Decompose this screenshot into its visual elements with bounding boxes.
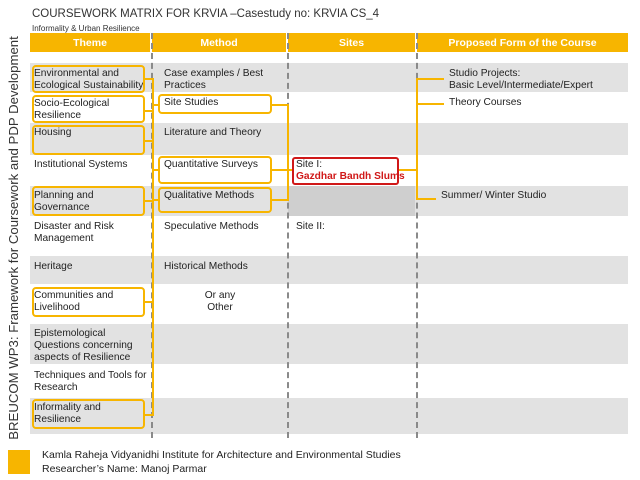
method-label: Or any xyxy=(204,290,236,301)
theme-highlight-box xyxy=(32,95,145,123)
method-site-studies: Site Studies xyxy=(164,97,219,108)
theme-label: Informality and xyxy=(34,402,101,413)
method-historical: Historical Methods xyxy=(164,261,248,272)
footer-accent-square xyxy=(8,450,30,474)
theme-label: aspects of Resilience xyxy=(34,352,131,363)
site-two-label: Site II: xyxy=(296,221,325,232)
theme-highlight-box xyxy=(32,399,145,429)
theme-label: Epistemological xyxy=(34,328,106,339)
theme-highlight-box xyxy=(32,65,145,93)
theme-highlight-box xyxy=(32,287,145,317)
site-band-dark xyxy=(288,186,415,216)
theme-institutional: Institutional Systems xyxy=(34,159,128,170)
theme-label: Resilience xyxy=(34,110,81,121)
method-label: Other xyxy=(207,302,233,313)
theme-label: Planning and xyxy=(34,190,94,201)
theme-bracket-line xyxy=(152,78,154,416)
connector-line xyxy=(416,198,436,200)
theme-label: Research xyxy=(34,382,78,393)
theme-techniques xyxy=(34,370,147,394)
page-subtitle: Informality & Urban Resilience xyxy=(32,24,140,33)
course-bracket-line xyxy=(416,78,418,200)
theme-label: Questions concerning xyxy=(34,340,133,351)
theme-label: Livelihood xyxy=(34,302,80,313)
method-label: Case examples / Best xyxy=(164,68,264,79)
theme-label: Management xyxy=(34,233,94,244)
method-quantitative: Quantitative Surveys xyxy=(164,159,258,170)
theme-label: Resilience xyxy=(34,414,81,425)
connector-line xyxy=(416,78,444,80)
method-label: Practices xyxy=(164,80,206,91)
theme-highlight-box xyxy=(32,186,145,216)
method-other xyxy=(190,290,250,314)
theme-label: Techniques and Tools for xyxy=(34,370,147,381)
page-title: COURSEWORK MATRIX FOR KRVIA –Casestudy no: KRVIA CS_4 xyxy=(32,8,380,20)
column-header-sites: Sites xyxy=(288,33,415,52)
site-one-name: Gazdhar Bandh Slums xyxy=(296,171,405,182)
site-highlight-box xyxy=(292,157,399,185)
footer-researcher: Researcher’s Name: Manoj Parmar xyxy=(42,463,207,475)
method-speculative: Speculative Methods xyxy=(164,221,259,232)
theme-label: Ecological Sustainability xyxy=(34,80,144,91)
site-one-label: Site I: xyxy=(296,159,323,170)
course-summer-winter: Summer/ Winter Studio xyxy=(441,190,547,201)
column-header-course: Proposed Form of the Course xyxy=(417,33,628,52)
method-highlight-box xyxy=(158,94,272,114)
connector-line xyxy=(152,104,158,106)
course-label: Studio Projects: xyxy=(449,68,521,79)
connector-line xyxy=(416,103,444,105)
theme-label: Governance xyxy=(34,202,90,213)
theme-epistemological xyxy=(34,328,133,364)
connector-line xyxy=(152,199,158,201)
theme-highlight-box xyxy=(32,125,145,155)
column-header-theme: Theme xyxy=(30,33,150,52)
course-theory: Theory Courses xyxy=(449,97,522,108)
theme-label: Socio-Ecological xyxy=(34,98,110,109)
side-title xyxy=(2,20,24,456)
connector-line xyxy=(152,169,158,171)
course-studio-projects xyxy=(449,68,593,92)
method-bracket-line xyxy=(287,104,289,201)
connector-line xyxy=(272,199,288,201)
theme-disaster xyxy=(34,221,114,245)
connector-line xyxy=(272,104,288,106)
theme-heritage: Heritage xyxy=(34,261,73,272)
method-qualitative: Qualitative Methods xyxy=(164,190,255,201)
footer-institute: Kamla Raheja Vidyanidhi Institute for Architecture and Environmental Studies xyxy=(42,449,401,461)
method-highlight-box xyxy=(158,187,272,213)
theme-label: Environmental and xyxy=(34,68,119,79)
theme-label: Disaster and Risk xyxy=(34,221,114,232)
column-header-method: Method xyxy=(152,33,286,52)
theme-housing: Housing xyxy=(34,127,72,138)
method-highlight-box xyxy=(158,156,272,184)
method-case-examples xyxy=(164,68,263,92)
method-literature: Literature and Theory xyxy=(164,127,262,138)
connector-line xyxy=(399,169,417,171)
row-band xyxy=(30,256,628,284)
side-title-text: BREUCOM WP3: Framework for Coursework and PDP Development xyxy=(6,36,21,440)
course-label: Basic Level/Intermediate/Expert xyxy=(449,80,593,91)
theme-label: Communities and xyxy=(34,290,114,301)
connector-line xyxy=(272,169,292,171)
column-divider xyxy=(287,33,289,438)
